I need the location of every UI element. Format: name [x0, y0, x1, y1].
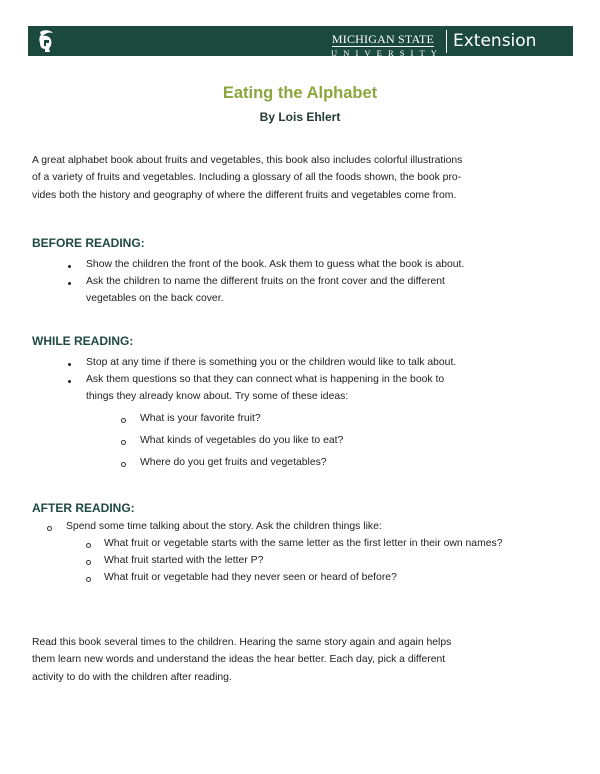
while-reading-idea: Where do you get fruits and vegetables?: [140, 457, 327, 468]
msu-extension-header: [28, 26, 573, 56]
before-reading-item-continued: vegetables on the back cover.: [86, 293, 224, 304]
bullet-icon: [68, 380, 71, 383]
while-reading-item: Stop at any time if there is something you or the children would like to talk about.: [86, 357, 457, 368]
before-reading-item: Show the children the front of the book. Ask them to guess what the book is about.: [86, 259, 465, 270]
after-reading-item: Spend some time talking about the story. Ask the children things like:: [66, 521, 382, 532]
while-reading-item: Ask them questions so that they can connect what is happening in the book to: [86, 374, 445, 385]
while-reading-heading: WHILE READING:: [32, 334, 134, 348]
spartan-helmet-icon: [36, 29, 54, 53]
after-reading-question: What fruit or vegetable starts with the same letter as the first letter in their own names?: [104, 538, 503, 549]
before-reading-item: Ask the children to name the different fruits on the front cover and the different: [86, 276, 445, 287]
closing-line: activity to do with the children after reading.: [32, 671, 232, 683]
intro-line: of a variety of fruits and vegetables. Including a glossary of all the foods shown, the book pro-: [32, 172, 462, 184]
after-reading-question: What fruit started with the letter P?: [104, 555, 264, 566]
sub-bullet-icon: [121, 418, 126, 423]
while-reading-idea: What kinds of vegetables do you like to eat?: [140, 435, 344, 446]
sub-bullet-icon: [121, 462, 126, 467]
closing-line: Read this book several times to the children. Hearing the same story again and again helps: [32, 637, 452, 648]
after-reading-question: What fruit or vegetable had they never seen or heard of before?: [104, 572, 397, 583]
bullet-icon: [68, 265, 71, 268]
document-title: Eating the Alphabet: [222, 84, 378, 102]
header-divider: [446, 30, 447, 53]
sub-bullet-icon: [121, 440, 126, 445]
intro-line: vides both the history and geography of where the different fruits and vegetables come from.: [32, 189, 457, 201]
author-byline: By Lois Ehlert: [259, 110, 341, 124]
sub-bullet-icon: [86, 560, 91, 565]
after-reading-heading: AFTER READING:: [32, 501, 135, 515]
before-reading-heading: BEFORE READING:: [32, 236, 145, 250]
sub-bullet-icon: [47, 526, 52, 531]
intro-paragraph: [32, 152, 572, 204]
msu-wordmark-line1: MICHIGAN STATE: [331, 32, 435, 46]
sub-bullet-icon: [86, 543, 91, 548]
closing-paragraph: [32, 634, 572, 686]
extension-label: Extension: [453, 31, 537, 51]
closing-line: them learn new words and understand the ideas the hear better. Each day, pick a different: [32, 654, 446, 666]
while-reading-item-continued: things they already know about. Try some of these ideas:: [86, 391, 349, 402]
intro-line: A great alphabet book about fruits and vegetables, this book also includes colorful illustrations: [32, 155, 463, 166]
sub-bullet-icon: [86, 577, 91, 582]
msu-wordmark-line2: UNIVERSITY: [331, 48, 443, 58]
bullet-icon: [68, 282, 71, 285]
bullet-icon: [68, 363, 71, 366]
msu-wordmark: [326, 30, 443, 59]
while-reading-idea: What is your favorite fruit?: [140, 413, 261, 424]
